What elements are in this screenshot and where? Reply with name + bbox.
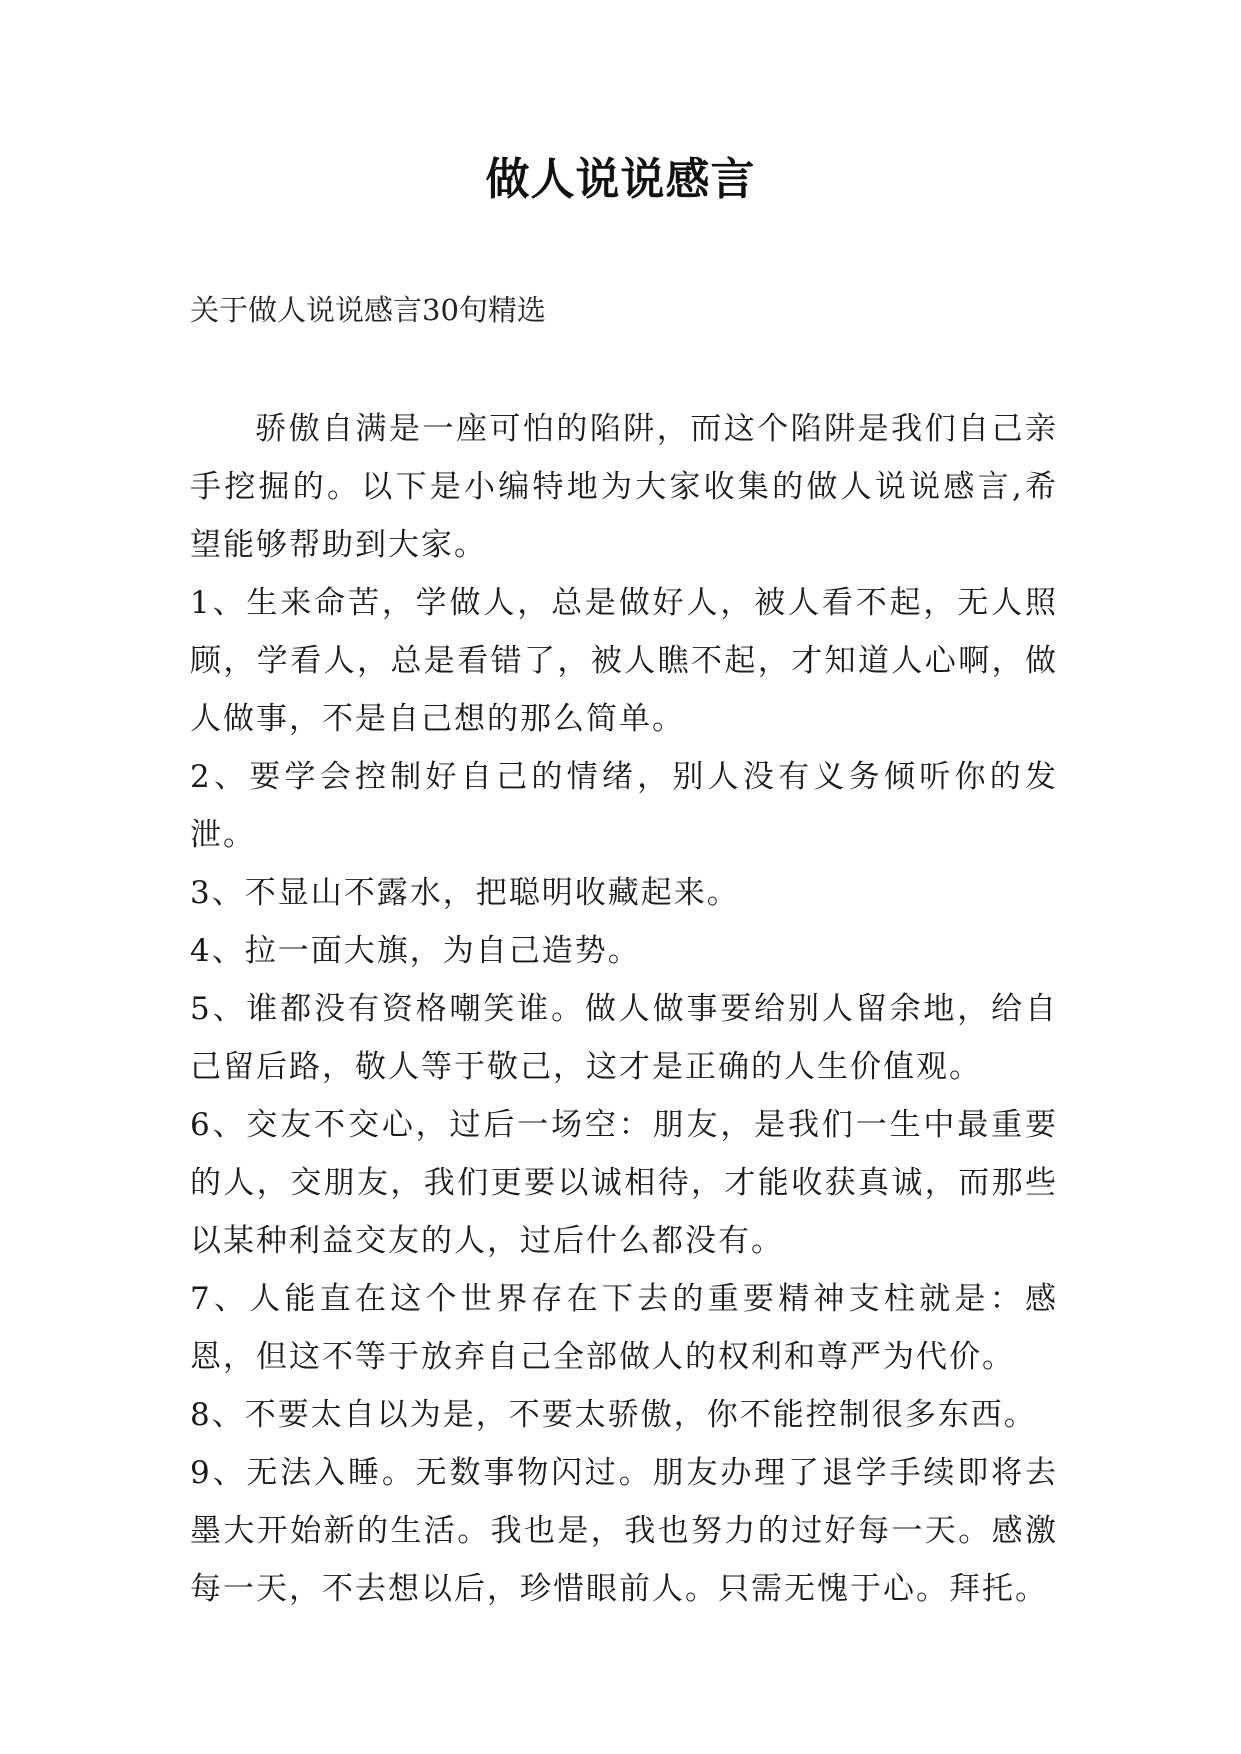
list-item: 5、谁都没有资格嘲笑谁。做人做事要给别人留余地，给自己留后路，敬人等于敬己，这才是正确的人生价值观。 <box>190 991 1058 1085</box>
list-item: 2、要学会控制好自己的情绪，别人没有义务倾听你的发泄。 <box>190 759 1058 853</box>
page-title: 做人说说感言 <box>485 154 756 205</box>
list-item: 7、人能直在这个世界存在下去的重要精神支柱就是：感恩，但这不等于放弃自己全部做人的权利和尊严为代价。 <box>190 1281 1058 1375</box>
list-item: 6、交友不交心，过后一场空：朋友，是我们一生中最重要的人，交朋友，我们更要以诚相待，才能收获真诚，而那些以某种利益交友的人，过后什么都没有。 <box>190 1107 1058 1259</box>
list-item: 8、不要太自以为是，不要太骄傲，你不能控制很多东西。 <box>190 1397 1037 1433</box>
list-item: 1、生来命苦，学做人，总是做好人，被人看不起，无人照顾，学看人，总是看错了，被人瞧不起，才知道人心啊，做人做事，不是自己想的那么简单。 <box>190 585 1058 737</box>
document-body <box>190 400 1058 1618</box>
list-item: 3、不显山不露水，把聪明收藏起来。 <box>190 875 740 911</box>
list-item: 9、无法入睡。无数事物闪过。朋友办理了退学手续即将去墨大开始新的生活。我也是，我也努力的过好每一天。感激每一天，不去想以后，珍惜眼前人。只需无愧于心。拜托。 <box>190 1455 1058 1607</box>
document-subtitle: 关于做人说说感言30句精选 <box>190 293 546 327</box>
intro-paragraph: 骄傲自满是一座可怕的陷阱，而这个陷阱是我们自己亲手挖掘的。以下是小编特地为大家收集的做人说说感言,希望能够帮助到大家。 <box>190 411 1058 563</box>
list-item: 4、拉一面大旗，为自己造势。 <box>190 933 641 969</box>
